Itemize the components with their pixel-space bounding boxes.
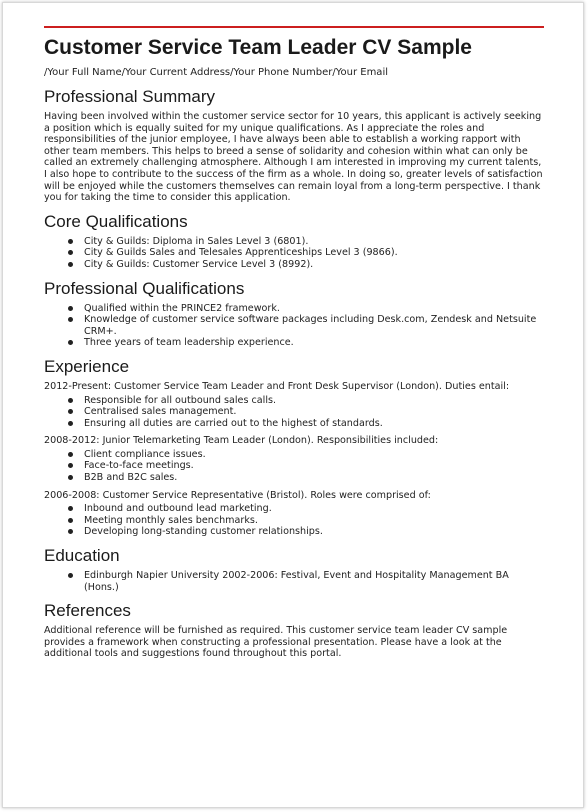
job-duties-list xyxy=(44,395,544,430)
list-item: Face-to-face meetings. xyxy=(84,460,544,472)
cv-document xyxy=(44,26,544,668)
professional-summary-section xyxy=(44,87,544,204)
experience-heading: Experience xyxy=(44,356,130,376)
education-list xyxy=(44,570,544,593)
education-section xyxy=(44,546,544,593)
list-item: Ensuring all duties are carried out to the highest of standards. xyxy=(84,418,544,430)
contact-line: /Your Full Name/Your Current Address/Your Phone Number/Your Email xyxy=(44,67,388,78)
list-item: Three years of team leadership experience. xyxy=(84,337,544,349)
list-item: Developing long-standing customer relationships. xyxy=(84,526,544,538)
list-item: Responsible for all outbound sales calls. xyxy=(84,395,544,407)
list-item: Centralised sales management. xyxy=(84,406,544,418)
professional-summary-heading: Professional Summary xyxy=(44,87,216,106)
list-item: B2B and B2C sales. xyxy=(84,472,544,484)
list-item: Inbound and outbound lead marketing. xyxy=(84,503,544,515)
core-qualifications-heading: Core Qualifications xyxy=(44,211,188,231)
references-section xyxy=(44,601,544,660)
references-text: Additional reference will be furnished as required. This customer service team leader CV sample provides a framework when constructing a professional presentation. Please have a look at the additional tools and suggestions found throughout this portal. xyxy=(44,625,508,660)
job-duties-list xyxy=(44,449,544,484)
cv-title: Customer Service Team Leader CV Sample xyxy=(44,36,472,59)
experience-section xyxy=(44,357,544,538)
references-heading: References xyxy=(44,601,131,621)
top-accent-rule xyxy=(44,26,544,28)
professional-qualifications-section xyxy=(44,279,544,349)
list-item: Client compliance issues. xyxy=(84,449,544,461)
list-item: City & Guilds: Diploma in Sales Level 3 (6801). xyxy=(84,236,544,248)
list-item: City & Guilds Sales and Telesales Apprenticeships Level 3 (9866). xyxy=(84,247,544,259)
education-heading: Education xyxy=(44,546,120,566)
list-item: Edinburgh Napier University 2002-2006: Festival, Event and Hospitality Management BA (Hons.) xyxy=(84,570,544,593)
professional-qualifications-list xyxy=(44,303,544,349)
list-item: Qualified within the PRINCE2 framework. xyxy=(84,303,544,315)
job-title: 2012-Present: Customer Service Team Leader and Front Desk Supervisor (London). Duties entail: xyxy=(44,380,510,392)
professional-qualifications-heading: Professional Qualifications xyxy=(44,278,245,298)
job-title: 2008-2012: Junior Telemarketing Team Leader (London). Responsibilities included: xyxy=(44,435,439,447)
professional-summary-text: Having been involved within the customer service sector for 10 years, this applicant is actively seeking a position which is equally suited for my unique qualifications. As I appreciate the roles and responsibilities of the junior employee, I have always been able to establish a working rapport with other team members. This helps to breed a sense of solidarity and cohesion within what can only be called an extremely challenging atmosphere. Although I am interested in improving my current talents, I also hope to contribute to the success of the firm as a whole. In doing so, greater levels of satisfaction will be enjoyed while the customers themselves can remain loyal from a long-term perspective. I thank you for taking the time to consider this application. xyxy=(44,111,543,204)
list-item: City & Guilds: Customer Service Level 3 (8992). xyxy=(84,259,544,271)
core-qualifications-list xyxy=(44,236,544,271)
list-item: Meeting monthly sales benchmarks. xyxy=(84,515,544,527)
job-duties-list xyxy=(44,503,544,538)
list-item: Knowledge of customer service software packages including Desk.com, Zendesk and Netsuite CRM+. xyxy=(84,314,544,337)
job-title: 2006-2008: Customer Service Representative (Bristol). Roles were comprised of: xyxy=(44,489,431,501)
core-qualifications-section xyxy=(44,212,544,271)
